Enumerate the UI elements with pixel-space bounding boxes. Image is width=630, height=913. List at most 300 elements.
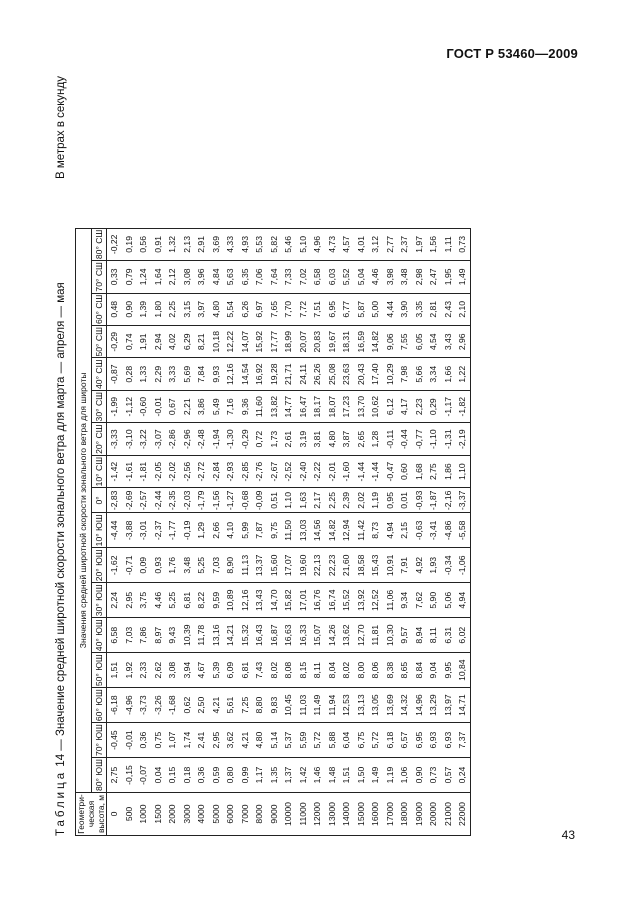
value-cell: 16,63 [281,618,296,653]
value-cell: 14,71 [455,688,470,723]
value-cell: 8,11 [426,618,441,653]
latitude-column-header: 30° СШ [91,390,107,422]
value-cell: 9,43 [165,618,180,653]
value-cell: 9,93 [209,358,224,390]
value-cell: 1,76 [165,548,180,583]
altitude-cell: 18000 [397,793,412,836]
value-cell: 26,26 [310,358,325,390]
value-cell: 3,75 [136,583,151,618]
value-cell: 11,13 [238,548,253,583]
value-cell: 1,07 [165,723,180,758]
value-cell: -2,01 [325,455,340,487]
altitude-cell: 3000 [180,793,195,836]
value-cell: 8,06 [368,653,383,688]
value-cell: 0,99 [238,758,253,793]
value-cell: 6,05 [412,326,427,358]
value-cell: 0,36 [194,758,209,793]
value-cell: 5,61 [223,688,238,723]
value-cell: 2,47 [426,261,441,293]
table-row [281,228,296,835]
value-cell: 2,91 [194,228,209,260]
value-cell: 2,50 [194,688,209,723]
value-cell: 1,91 [136,326,151,358]
value-cell: -1,62 [107,548,122,583]
value-cell: 8,84 [412,653,427,688]
value-cell: 17,01 [296,583,311,618]
value-cell: 17,23 [339,390,354,422]
value-cell: 0,62 [180,688,195,723]
value-cell: 17,40 [368,358,383,390]
value-cell: 4,54 [426,326,441,358]
value-cell: 2,77 [383,228,398,260]
caption-number: 14 [55,753,67,767]
value-cell: 8,97 [151,618,166,653]
latitude-column-header: 70° ЮШ [91,723,107,758]
value-cell: -0,29 [107,326,122,358]
table-row [397,228,412,835]
value-cell: 7,87 [252,513,267,548]
value-cell: 3,08 [165,653,180,688]
value-cell: 0,24 [455,758,470,793]
value-cell: -0,93 [412,488,427,513]
value-cell: 2,29 [151,358,166,390]
value-cell: 10,84 [455,653,470,688]
value-cell: 0,75 [151,723,166,758]
value-cell: -1,94 [209,423,224,455]
value-cell: 2,24 [107,583,122,618]
value-cell: 1,51 [107,653,122,688]
latitude-column-header: 30° ЮШ [91,583,107,618]
value-cell: 6,81 [180,583,195,618]
value-cell: 6,95 [412,723,427,758]
value-cell: 13,37 [252,548,267,583]
value-cell: 4,21 [209,688,224,723]
value-cell: 2,75 [107,758,122,793]
value-cell: 22,23 [325,548,340,583]
value-cell: 9,57 [397,618,412,653]
value-cell: 1,97 [412,228,427,260]
table-row [325,228,340,835]
altitude-cell: 8000 [252,793,267,836]
value-cell: 18,99 [281,326,296,358]
value-cell: 5,87 [354,293,369,325]
value-cell: 4,80 [209,293,224,325]
page-number: 43 [561,828,575,842]
value-cell: -2,72 [194,455,209,487]
value-cell: -2,35 [165,488,180,513]
value-cell: 6,18 [383,723,398,758]
value-cell: 5,72 [368,723,383,758]
value-cell: -0,29 [238,423,253,455]
value-cell: 5,25 [165,583,180,618]
value-cell: 2,43 [441,293,456,325]
value-cell: 6,97 [252,293,267,325]
latitude-group-header: Значения средней широтной скорости зонального ветра для широты [76,228,92,792]
value-cell: -0,63 [412,513,427,548]
value-cell: 23,63 [339,358,354,390]
value-cell: 7,55 [397,326,412,358]
value-cell: 0,28 [122,358,137,390]
value-cell: 19,60 [296,548,311,583]
value-cell: 15,07 [310,618,325,653]
value-cell: -2,52 [281,455,296,487]
value-cell: 0,56 [136,228,151,260]
value-cell: 3,12 [368,228,383,260]
value-cell: 1,33 [136,358,151,390]
value-cell: 9,36 [238,390,253,422]
value-cell: -0,15 [122,758,137,793]
value-cell: -1,68 [165,688,180,723]
value-cell: 5,14 [267,723,282,758]
value-cell: 4,10 [223,513,238,548]
value-cell: 7,98 [397,358,412,390]
value-cell: 8,02 [339,653,354,688]
value-cell: 21,60 [339,548,354,583]
value-cell: 6,29 [180,326,195,358]
value-cell: 6,09 [223,653,238,688]
value-cell: 13,16 [209,618,224,653]
value-cell: 0,36 [136,723,151,758]
value-cell: 4,80 [325,423,340,455]
table-row [368,228,383,835]
value-cell: 1,63 [296,488,311,513]
value-cell: -0,68 [238,488,253,513]
value-cell: 12,16 [223,358,238,390]
value-cell: -2,19 [455,423,470,455]
value-cell: 2,75 [426,455,441,487]
altitude-cell: 21000 [441,793,456,836]
value-cell: 9,04 [426,653,441,688]
value-cell: 0,29 [426,390,441,422]
value-cell: 10,18 [209,326,224,358]
table-row [412,228,427,835]
value-cell: 4,44 [383,293,398,325]
value-cell: -0,60 [136,390,151,422]
value-cell: -1,31 [441,423,456,455]
value-cell: 2,61 [281,423,296,455]
value-cell: 2,95 [122,583,137,618]
value-cell: 4,46 [151,583,166,618]
value-cell: -3,26 [151,688,166,723]
value-cell: 11,03 [296,688,311,723]
caption-text: — Значение средней широтной скорости зонального ветра для марта — апреля — мая [55,282,67,751]
value-cell: 14,77 [281,390,296,422]
value-cell: 2,96 [455,326,470,358]
value-cell: 13,62 [339,618,354,653]
value-cell: 12,16 [238,583,253,618]
value-cell: 2,15 [397,513,412,548]
value-cell: 1,95 [441,261,456,293]
value-cell: -3,33 [107,423,122,455]
value-cell: 3,81 [310,423,325,455]
value-cell: 0,48 [107,293,122,325]
value-cell: 8,73 [368,513,383,548]
value-cell: 12,52 [368,583,383,618]
value-cell: 10,91 [383,548,398,583]
latitude-column-header: 20° ЮШ [91,548,107,583]
value-cell: 6,04 [339,723,354,758]
latitude-column-header: 40° ЮШ [91,618,107,653]
value-cell: 11,06 [383,583,398,618]
value-cell: -2,44 [151,488,166,513]
value-cell: -1,81 [136,455,151,487]
value-cell: 7,25 [238,688,253,723]
value-cell: 9,95 [441,653,456,688]
table-row [426,228,441,835]
value-cell: 18,58 [354,548,369,583]
value-cell: 5,52 [339,261,354,293]
value-cell: -1,61 [122,455,137,487]
value-cell: 2,23 [412,390,427,422]
value-cell: 3,69 [209,228,224,260]
corner-line-3: высота, м [96,794,106,834]
value-cell: -3,22 [136,423,151,455]
value-cell: 4,01 [354,228,369,260]
value-cell: 3,35 [412,293,427,325]
value-cell: 5,82 [267,228,282,260]
latitude-column-header: 10° ЮШ [91,513,107,548]
value-cell: 15,52 [339,583,354,618]
value-cell: 0,67 [165,390,180,422]
altitude-cell: 15000 [354,793,369,836]
value-cell: 11,94 [325,688,340,723]
value-cell: 15,60 [267,548,282,583]
value-cell: 0,72 [252,423,267,455]
value-cell: 1,10 [281,488,296,513]
altitude-cell: 4000 [194,793,209,836]
value-cell: 0,95 [383,488,398,513]
value-cell: 0,80 [223,758,238,793]
value-cell: 8,00 [354,653,369,688]
value-cell: 5,00 [368,293,383,325]
value-cell: 6,95 [325,293,340,325]
value-cell: 14,26 [325,618,340,653]
table-row [209,228,224,835]
value-cell: 10,30 [383,618,398,653]
table-row [267,228,282,835]
value-cell: 4,84 [209,261,224,293]
value-cell: 13,97 [441,688,456,723]
value-cell: 24,11 [296,358,311,390]
value-cell: 8,15 [296,653,311,688]
value-cell: 4,02 [165,326,180,358]
unit-label: В метрах в секунду [55,76,67,179]
value-cell: 6,31 [441,618,456,653]
value-cell: -2,03 [180,488,195,513]
value-cell: 3,87 [339,423,354,455]
value-cell: -1,56 [209,488,224,513]
value-cell: 2,10 [455,293,470,325]
value-cell: 3,97 [194,293,209,325]
value-cell: 6,77 [339,293,354,325]
latitude-column-header: 0° [91,488,107,513]
value-cell: 0,51 [267,488,282,513]
value-cell: 3,15 [180,293,195,325]
value-cell: 0,15 [165,758,180,793]
value-cell: -2,02 [165,455,180,487]
altitude-cell: 14000 [339,793,354,836]
corner-line-2: ческая [86,800,96,828]
table-row [238,228,253,835]
altitude-cell: 500 [122,793,137,836]
value-cell: -2,22 [310,455,325,487]
value-cell: -1,42 [107,455,122,487]
value-cell: 15,92 [252,326,267,358]
value-cell: 0,01 [397,488,412,513]
value-cell: -1,30 [223,423,238,455]
value-cell: 16,47 [296,390,311,422]
value-cell: -2,69 [122,488,137,513]
value-cell: 1,56 [426,228,441,260]
value-cell: 5,25 [194,548,209,583]
caption-prefix: Таблица [55,769,67,836]
value-cell: 13,13 [354,688,369,723]
latitude-column-header: 60° ЮШ [91,688,107,723]
value-cell: 7,70 [281,293,296,325]
value-cell: -3,73 [136,688,151,723]
value-cell: 20,43 [354,358,369,390]
value-cell: -0,19 [180,513,195,548]
value-cell: 1,10 [455,455,470,487]
value-cell: 4,94 [383,513,398,548]
value-cell: 0,79 [122,261,137,293]
value-cell: 14,54 [238,358,253,390]
value-cell: 5,54 [223,293,238,325]
value-cell: 2,95 [209,723,224,758]
value-cell: 8,65 [397,653,412,688]
value-cell: 6,58 [107,618,122,653]
value-cell: -2,57 [136,488,151,513]
value-cell: 0,04 [151,758,166,793]
altitude-cell: 9000 [267,793,282,836]
value-cell: 8,22 [194,583,209,618]
value-cell: -5,58 [455,513,470,548]
corner-line-1: Геометри- [76,794,86,834]
value-cell: 6,26 [238,293,253,325]
value-cell: 3,98 [383,261,398,293]
altitude-cell: 17000 [383,793,398,836]
value-cell: 0,19 [122,228,137,260]
value-cell: -1,06 [455,548,470,583]
value-cell: 14,32 [397,688,412,723]
value-cell: 14,82 [325,513,340,548]
table-row [252,228,267,835]
value-cell: 1,19 [383,758,398,793]
value-cell: 0,60 [397,455,412,487]
value-cell: 2,37 [397,228,412,260]
value-cell: 17,77 [267,326,282,358]
altitude-cell: 11000 [296,793,311,836]
value-cell: 0,73 [426,758,441,793]
value-cell: 16,59 [354,326,369,358]
value-cell: 13,69 [383,688,398,723]
value-cell: 13,82 [267,390,282,422]
value-cell: 6,75 [354,723,369,758]
value-cell: 5,88 [325,723,340,758]
value-cell: 1,42 [296,758,311,793]
value-cell: 1,74 [180,723,195,758]
value-cell: 19,28 [267,358,282,390]
value-cell: 7,06 [252,261,267,293]
value-cell: 1,50 [354,758,369,793]
value-cell: 2,62 [151,653,166,688]
value-cell: 3,48 [397,261,412,293]
value-cell: -6,18 [107,688,122,723]
value-cell: 7,02 [296,261,311,293]
value-cell: -2,37 [151,513,166,548]
value-cell: 1,24 [136,261,151,293]
value-cell: 8,02 [267,653,282,688]
table-row [296,228,311,835]
value-cell: -2,96 [180,423,195,455]
value-cell: 0,90 [412,758,427,793]
value-cell: 2,81 [426,293,441,325]
value-cell: -0,45 [107,723,122,758]
value-cell: 13,92 [354,583,369,618]
value-cell: -0,11 [383,423,398,455]
table-row [441,228,456,835]
value-cell: 25,08 [325,358,340,390]
table-row [354,228,369,835]
value-cell: 6,93 [441,723,456,758]
value-cell: 1,49 [368,758,383,793]
table-row [136,228,151,835]
altitude-cell: 0 [107,793,122,836]
value-cell: 6,57 [397,723,412,758]
value-cell: -3,37 [455,488,470,513]
value-cell: 7,72 [296,293,311,325]
value-cell: 14,21 [223,618,238,653]
value-cell: 7,84 [194,358,209,390]
altitude-cell: 22000 [455,793,470,836]
standard-header: ГОСТ Р 53460—2009 [446,46,578,61]
value-cell: 2,25 [325,488,340,513]
value-cell: 5,59 [296,723,311,758]
value-cell: 7,43 [252,653,267,688]
value-cell: 13,29 [426,688,441,723]
value-cell: 4,80 [252,723,267,758]
value-cell: 2,12 [165,261,180,293]
value-cell: 7,03 [209,548,224,583]
value-cell: 7,91 [397,548,412,583]
value-cell: -0,77 [412,423,427,455]
value-cell: 4,93 [238,228,253,260]
value-cell: 12,94 [339,513,354,548]
value-cell: 6,93 [426,723,441,758]
value-cell: 7,65 [267,293,282,325]
latitude-column-header: 60° СШ [91,293,107,325]
value-cell: 1,51 [339,758,354,793]
value-cell: -1,77 [165,513,180,548]
value-cell: 3,96 [194,261,209,293]
value-cell: 12,22 [223,326,238,358]
value-cell: 13,05 [368,688,383,723]
value-cell: 13,03 [296,513,311,548]
value-cell: 2,33 [136,653,151,688]
value-cell: -2,56 [180,455,195,487]
value-cell: -2,84 [209,455,224,487]
value-cell: 2,21 [180,390,195,422]
value-cell: 3,08 [180,261,195,293]
value-cell: -2,67 [267,455,282,487]
value-cell: 8,04 [325,653,340,688]
value-cell: 3,43 [441,326,456,358]
table-row [165,228,180,835]
value-cell: 3,62 [223,723,238,758]
value-cell: 3,86 [194,390,209,422]
latitude-column-header: 10° СШ [91,455,107,487]
value-cell: 9,75 [267,513,282,548]
